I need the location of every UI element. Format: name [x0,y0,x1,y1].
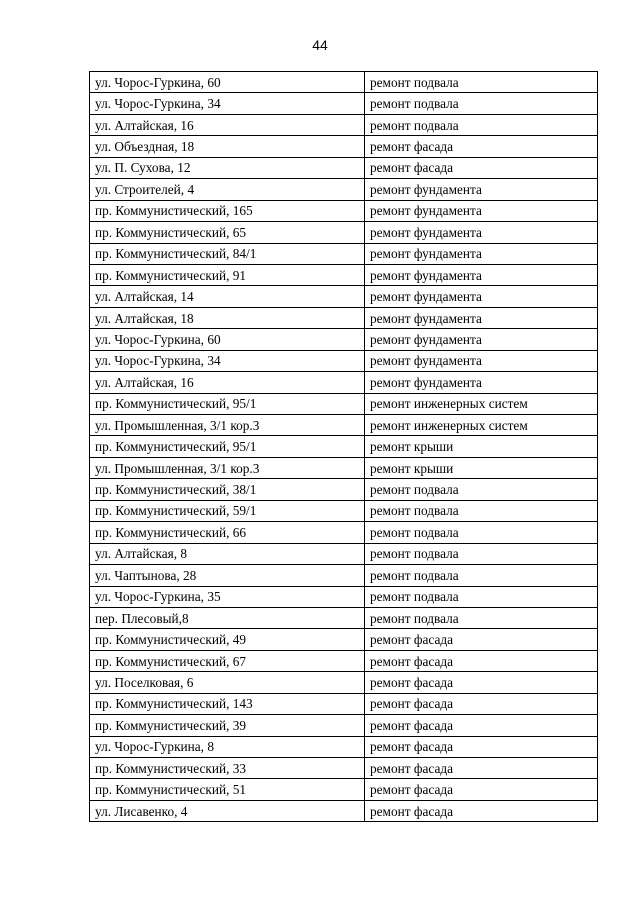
table-row [90,607,598,628]
address-cell: пр. Коммунистический, 67 [90,650,365,671]
work-type-cell: ремонт фундамента [365,286,598,307]
address-cell: ул. Чорос-Гуркина, 34 [90,350,365,371]
work-type-cell: ремонт фасада [365,736,598,757]
table-row [90,307,598,328]
address-cell: пр. Коммунистический, 33 [90,758,365,779]
work-type-cell: ремонт фундамента [365,350,598,371]
address-cell: ул. Чорос-Гуркина, 8 [90,736,365,757]
work-type-cell: ремонт фасада [365,800,598,821]
table-row [90,629,598,650]
table-row [90,286,598,307]
work-type-cell: ремонт фасада [365,650,598,671]
address-cell: ул. Строителей, 4 [90,179,365,200]
address-cell: ул. Объездная, 18 [90,136,365,157]
page-number: 44 [312,37,328,53]
address-cell: ул. Алтайская, 16 [90,114,365,135]
table-row [90,157,598,178]
work-type-cell: ремонт фундамента [365,200,598,221]
work-type-cell: ремонт подвала [365,72,598,93]
table-row [90,436,598,457]
table-row [90,758,598,779]
work-type-cell: ремонт подвала [365,565,598,586]
work-type-cell: ремонт подвала [365,500,598,521]
table-row [90,93,598,114]
table-row [90,222,598,243]
table-row [90,350,598,371]
table-row [90,800,598,821]
address-cell: ул. Поселковая, 6 [90,672,365,693]
work-type-cell: ремонт подвала [365,586,598,607]
address-cell: ул. Алтайская, 16 [90,372,365,393]
table-row [90,457,598,478]
address-cell: пр. Коммунистический, 39 [90,715,365,736]
work-type-cell: ремонт фундамента [365,372,598,393]
address-cell: пр. Коммунистический, 59/1 [90,500,365,521]
table-row [90,479,598,500]
work-type-cell: ремонт фасада [365,779,598,800]
work-type-cell: ремонт крыши [365,457,598,478]
work-type-cell: ремонт фасада [365,136,598,157]
table-row [90,72,598,93]
table-row [90,693,598,714]
table-row [90,715,598,736]
table-row [90,650,598,671]
address-cell: пр. Коммунистический, 95/1 [90,393,365,414]
address-cell: ул. Чаптынова, 28 [90,565,365,586]
address-cell: ул. Чорос-Гуркина, 35 [90,586,365,607]
address-cell: ул. Лисавенко, 4 [90,800,365,821]
work-type-cell: ремонт подвала [365,522,598,543]
table-row [90,329,598,350]
work-type-cell: ремонт крыши [365,436,598,457]
work-type-cell: ремонт фасада [365,693,598,714]
table-body [90,72,598,822]
work-type-cell: ремонт фасада [365,758,598,779]
work-type-cell: ремонт фасада [365,157,598,178]
address-cell: пр. Коммунистический, 84/1 [90,243,365,264]
work-type-cell: ремонт подвала [365,479,598,500]
address-cell: пр. Коммунистический, 95/1 [90,436,365,457]
table-row [90,136,598,157]
work-type-cell: ремонт подвала [365,93,598,114]
table-row [90,586,598,607]
work-type-cell: ремонт фасада [365,715,598,736]
address-cell: ул. Алтайская, 14 [90,286,365,307]
work-type-cell: ремонт инженерных систем [365,415,598,436]
table-row [90,264,598,285]
work-type-cell: ремонт подвала [365,114,598,135]
work-type-cell: ремонт подвала [365,543,598,564]
table-row [90,522,598,543]
address-cell: ул. Промышленная, 3/1 кор.3 [90,415,365,436]
work-type-cell: ремонт фундамента [365,222,598,243]
work-type-cell: ремонт фундамента [365,179,598,200]
address-cell: ул. Чорос-Гуркина, 34 [90,93,365,114]
address-cell: пр. Коммунистический, 38/1 [90,479,365,500]
work-type-cell: ремонт подвала [365,607,598,628]
address-cell: ул. Алтайская, 8 [90,543,365,564]
table-row [90,415,598,436]
work-type-cell: ремонт фундамента [365,243,598,264]
table-row [90,372,598,393]
work-type-cell: ремонт фасада [365,629,598,650]
address-cell: ул. Чорос-Гуркина, 60 [90,329,365,350]
address-cell: пр. Коммунистический, 49 [90,629,365,650]
work-type-cell: ремонт фасада [365,672,598,693]
table-row [90,114,598,135]
table-row [90,736,598,757]
table-row [90,500,598,521]
address-cell: ул. Промышленная, 3/1 кор.3 [90,457,365,478]
table-row [90,543,598,564]
table-row [90,779,598,800]
address-cell: пер. Плесовый,8 [90,607,365,628]
table-row [90,393,598,414]
address-cell: пр. Коммунистический, 165 [90,200,365,221]
table-row [90,200,598,221]
address-cell: ул. П. Сухова, 12 [90,157,365,178]
address-cell: пр. Коммунистический, 143 [90,693,365,714]
address-work-table [89,71,598,822]
table-row [90,565,598,586]
work-type-cell: ремонт инженерных систем [365,393,598,414]
address-cell: пр. Коммунистический, 66 [90,522,365,543]
table-row [90,672,598,693]
table-row [90,243,598,264]
address-cell: пр. Коммунистический, 65 [90,222,365,243]
address-cell: пр. Коммунистический, 51 [90,779,365,800]
address-cell: пр. Коммунистический, 91 [90,264,365,285]
work-type-cell: ремонт фундамента [365,307,598,328]
table-row [90,179,598,200]
work-type-cell: ремонт фундамента [365,329,598,350]
address-cell: ул. Алтайская, 18 [90,307,365,328]
address-cell: ул. Чорос-Гуркина, 60 [90,72,365,93]
work-type-cell: ремонт фундамента [365,264,598,285]
